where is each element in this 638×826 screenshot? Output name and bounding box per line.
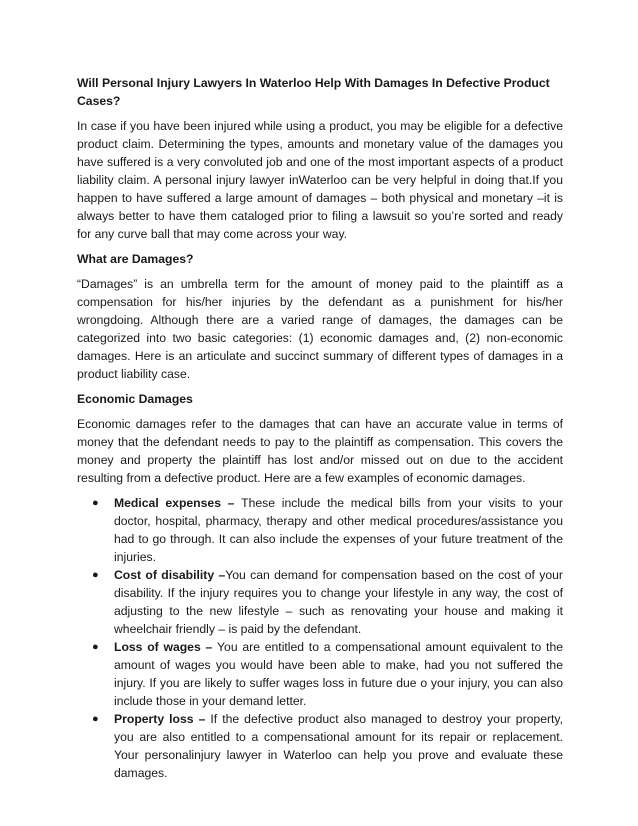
list-item-text: You can demand for compensation based on the cost of your disability. If the injury requires you to change your lifestyle in any way, the cost of adjusting to the new lifestyle – such as renovating your house and making it wheelchair friendly – is paid by the defendant.	[114, 568, 563, 636]
bullet-icon: ●	[92, 497, 99, 509]
what-are-damages-heading: What are Damages?	[77, 252, 194, 266]
what-are-damages-paragraph: “Damages” is an umbrella term for the amount of money paid to the plaintiff as a compensation for his/her injuries by the defendant as a punishment for his/her wrongdoing. Although there are a varied range of damages, the damages can be categorized into two basic categories: (1) economic damages and, (2) non-economic damages. Here is an articulate and succinct summary of different types of damages in a product liability case.	[77, 277, 563, 381]
bullet-icon: ●	[92, 641, 99, 653]
list-item	[92, 494, 563, 566]
list-item-text: If the defective product also managed to destroy your property, you are also entitled to a compensational amount for its repair or replacement. Your personalinjury lawyer in Waterloo can help you prove and evaluate these damages.	[114, 712, 563, 780]
list-item-term: Cost of disability	[114, 568, 215, 582]
list-item-separator: –	[200, 640, 218, 654]
list-item	[92, 710, 563, 782]
list-item-term: Loss of wages	[114, 640, 201, 654]
economic-damages-heading: Economic Damages	[77, 392, 193, 406]
economic-damages-paragraph: Economic damages refer to the damages that can have an accurate value in terms of money that the defendant needs to pay to the plaintiff as compensation. This covers the money and property the plaintiff has lost and/or missed out on due to the accident resulting from a defective product. Here are a few examples of economic damages.	[77, 417, 563, 485]
list-item-term: Property loss	[114, 712, 194, 726]
list-item-term: Medical expenses	[114, 496, 221, 510]
list-item	[92, 638, 563, 710]
list-item-text: You are entitled to a compensational amount equivalent to the amount of wages you would have been able to make, had you not suffered the injury. If you are likely to suffer wages loss in future due o your injury, you can also include those in your demand letter.	[114, 640, 563, 708]
list-item-separator: –	[193, 712, 211, 726]
economic-damages-list	[77, 494, 563, 782]
bullet-icon: ●	[92, 569, 99, 581]
list-item-text: These include the medical bills from your visits to your doctor, hospital, pharmacy, therapy and other medical procedures/assistance you had to go through. It can also include the expenses of your future treatment of the injuries.	[114, 496, 563, 564]
list-item-separator: –	[214, 568, 226, 582]
document-title: Will Personal Injury Lawyers In Waterloo Help With Damages In Defective Product Cases?	[77, 76, 550, 108]
bullet-icon: ●	[92, 713, 99, 725]
list-item-separator: –	[220, 496, 242, 510]
list-item	[92, 566, 563, 638]
intro-paragraph: In case if you have been injured while using a product, you may be eligible for a defective product claim. Determining the types, amounts and monetary value of the damages you have suffered is a very convoluted job and one of the most important aspects of a product liability claim. A personal injury lawyer inWaterloo can be very helpful in doing that.If you happen to have suffered a large amount of damages – both physical and monetary –it is always better to have them cataloged prior to filing a lawsuit so you’re sorted and ready for any curve ball that may come across your way.	[77, 119, 563, 241]
